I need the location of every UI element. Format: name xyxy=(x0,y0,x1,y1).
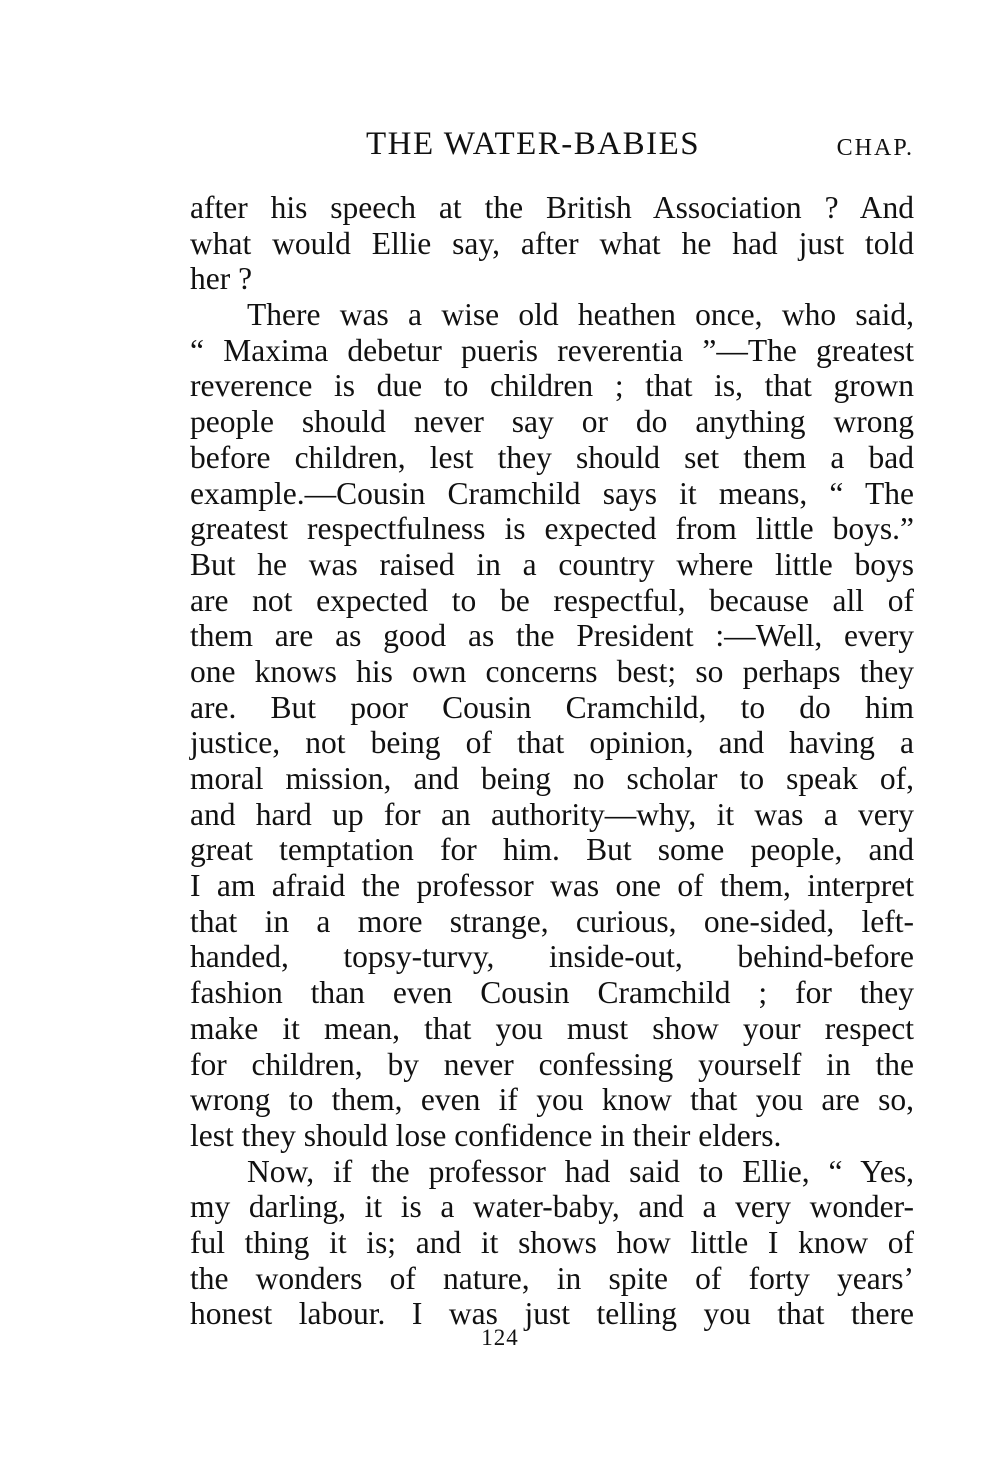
text-line: my darling, it is a water-baby, and a very wonder- xyxy=(190,1189,914,1225)
text-line: example.—Cousin Cramchild says it means, “ The xyxy=(190,475,914,511)
text-line: her ? xyxy=(190,261,253,297)
text-line: I am afraid the professor was one of them, interpret xyxy=(190,868,914,904)
text-line: moral mission, and being no scholar to speak of, xyxy=(190,761,914,796)
body-text xyxy=(190,190,914,1332)
text-line: Now, if the professor had said to Ellie, “ Yes, xyxy=(247,1153,914,1189)
text-line: “ Maxima debetur pueris reverentia ”—The greatest xyxy=(190,332,914,368)
text-line: wrong to them, even if you know that you are so, xyxy=(190,1082,914,1118)
text-line: honest labour. I was just telling you that there xyxy=(190,1296,914,1332)
text-line: greatest respectfulness is expected from little boys.” xyxy=(190,511,914,547)
text-line: lest they should lose confidence in their elders. xyxy=(190,1117,782,1153)
text-line: after his speech at the British Association ? And xyxy=(190,190,914,225)
text-line: people should never say or do anything wrong xyxy=(190,404,914,440)
text-line: But he was raised in a country where little boys xyxy=(190,546,914,582)
text-line: make it mean, that you must show your respect xyxy=(190,1010,914,1046)
text-line: are. But poor Cousin Cramchild, to do him xyxy=(190,689,914,725)
text-line: justice, not being of that opinion, and having a xyxy=(190,725,914,761)
text-line: great temptation for him. But some people, and xyxy=(190,832,914,868)
text-line: them are as good as the President :—Well, every xyxy=(190,618,914,654)
text-line: fashion than even Cousin Cramchild ; for they xyxy=(190,975,914,1011)
text-line: reverence is due to children ; that is, that grown xyxy=(190,368,914,404)
text-line: handed, topsy-turvy, inside-out, behind-before xyxy=(190,939,914,975)
text-line: what would Ellie say, after what he had just told xyxy=(190,225,914,261)
chapter-label: CHAP. xyxy=(836,135,914,161)
text-line: ful thing it is; and it shows how little I know of xyxy=(190,1224,914,1260)
running-head xyxy=(190,126,914,170)
page-number: 124 xyxy=(481,1325,519,1350)
text-line: that in a more strange, curious, one-sided, left- xyxy=(190,903,914,939)
text-line: before children, lest they should set them a bad xyxy=(190,439,914,475)
text-line: one knows his own concerns best; so perhaps they xyxy=(190,653,914,689)
text-line: the wonders of nature, in spite of forty years’ xyxy=(190,1260,914,1296)
text-line: are not expected to be respectful, because all of xyxy=(190,582,914,618)
running-title: THE WATER-BABIES xyxy=(366,126,701,162)
text-line: There was a wise old heathen once, who said, xyxy=(247,297,914,333)
text-line: and hard up for an authority—why, it was a very xyxy=(190,796,914,832)
text-line: for children, by never confessing yourself in the xyxy=(190,1046,914,1082)
